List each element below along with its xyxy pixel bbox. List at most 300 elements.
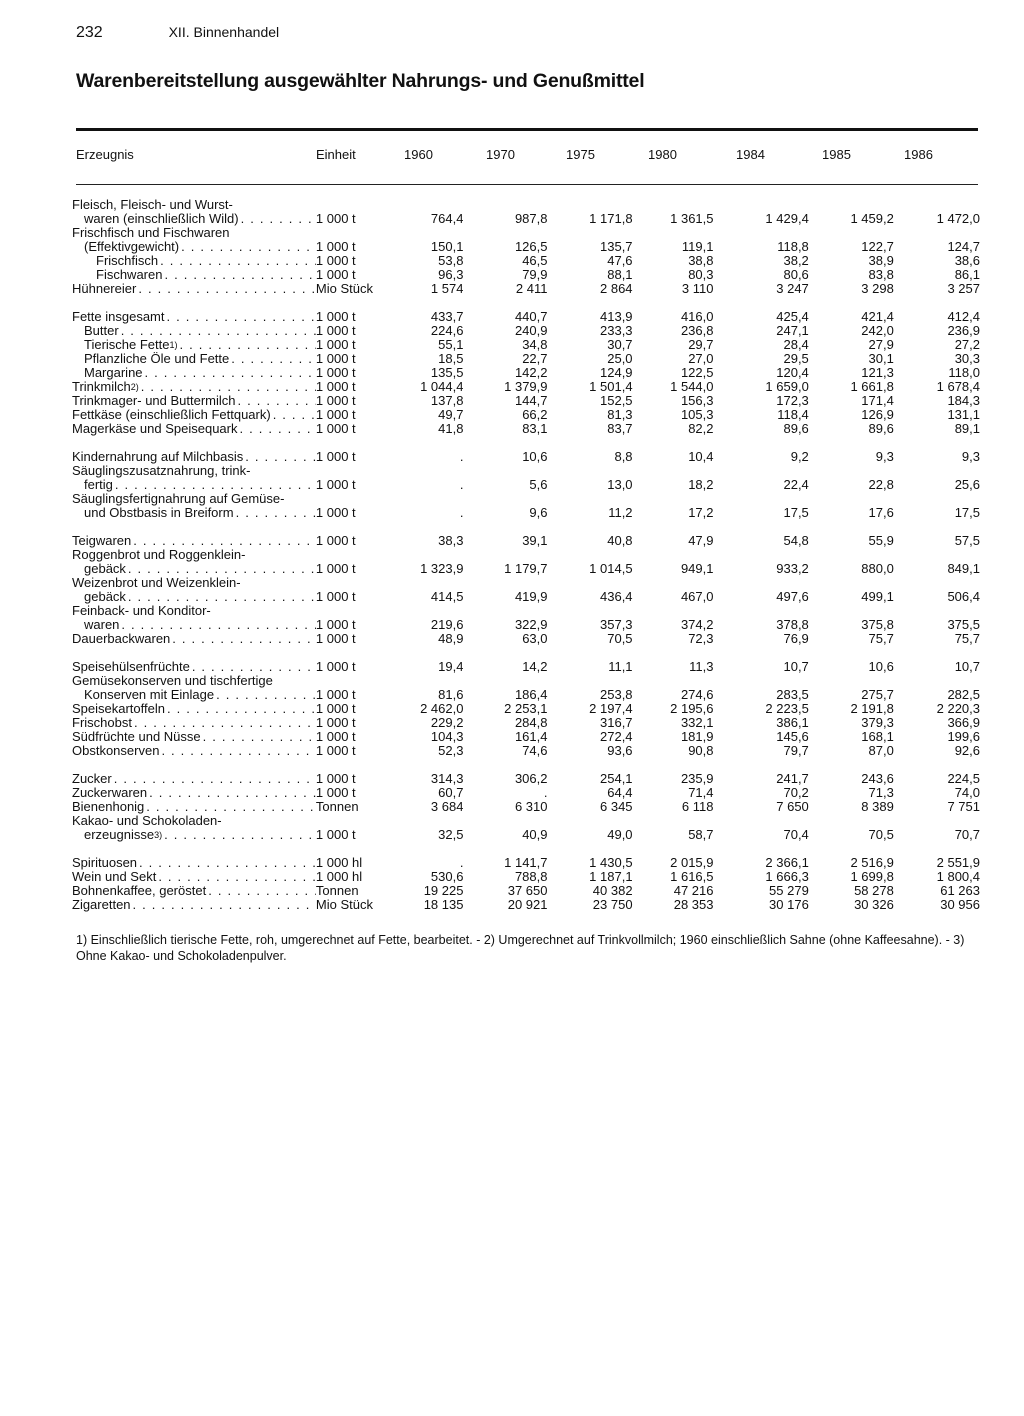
value-cell-1975: 6 345 (600, 800, 633, 814)
table-row (72, 338, 980, 352)
col-header-unit: Einheit (316, 147, 356, 162)
value-cell-1984 (714, 814, 809, 828)
dot-leader (201, 730, 316, 744)
value-cell-1986: 199,6 (947, 730, 980, 744)
value-cell-1975: 40,8 (607, 534, 633, 548)
value-cell-1960: . (459, 478, 464, 492)
value-cell-1984: 172,3 (776, 394, 809, 408)
value-cell-1984: 54,8 (783, 534, 809, 548)
value-cell-1985 (809, 548, 894, 562)
value-cell-1984: 1 666,3 (765, 870, 809, 884)
value-cell-1975: 11,2 (608, 506, 633, 520)
dot-leader (136, 282, 316, 296)
unit-cell: 1 000 t (315, 254, 356, 268)
value-cell-1970: 34,8 (522, 338, 548, 352)
col-header-1975: 1975 (566, 147, 595, 162)
value-cell-1980 (633, 492, 714, 506)
value-cell-1975: 11,1 (608, 660, 633, 674)
product-cell (72, 716, 316, 730)
value-cell-1970 (463, 604, 547, 618)
unit-cell: 1 000 t (315, 562, 356, 576)
table-row (72, 576, 980, 590)
value-cell-1960: 104,3 (430, 730, 464, 744)
value-cell-1985: 71,3 (868, 786, 894, 800)
value-cell-1980 (633, 576, 714, 590)
value-cell-1986: 236,9 (947, 324, 980, 338)
unit-cell (316, 492, 408, 506)
group-spacer (72, 296, 980, 310)
value-cell-1975: 272,4 (600, 730, 633, 744)
table-row (72, 324, 980, 338)
value-cell-1985: 242,0 (861, 324, 894, 338)
value-cell-1985: 126,9 (861, 408, 894, 422)
value-cell-1980: 47 216 (673, 884, 714, 898)
unit-cell: 1 000 t (315, 366, 356, 380)
value-cell-1986: 74,0 (954, 786, 980, 800)
value-cell-1980: 72,3 (688, 632, 714, 646)
value-cell-1970: 1 379,9 (504, 380, 548, 394)
value-cell-1970: 2 253,1 (504, 702, 548, 716)
product-cell (72, 548, 316, 562)
value-cell-1960 (408, 814, 463, 828)
value-cell-1970 (463, 226, 547, 240)
value-cell-1970: 2 411 (515, 282, 548, 296)
group-spacer (72, 758, 980, 772)
dot-leader (158, 254, 316, 268)
value-cell-1985: 375,8 (861, 618, 894, 632)
value-cell-1975 (548, 198, 633, 212)
product-cell (72, 450, 316, 464)
table-row (72, 478, 980, 492)
value-cell-1960: 41,8 (438, 422, 464, 436)
col-header-1980: 1980 (648, 147, 677, 162)
unit-cell: 1 000 t (315, 240, 356, 254)
value-cell-1985: 75,7 (868, 632, 894, 646)
unit-cell: 1 000 t (315, 688, 356, 702)
product-cell (72, 814, 316, 828)
product-cell (72, 478, 316, 492)
value-cell-1975: 1 187,1 (589, 870, 633, 884)
dot-leader (206, 884, 316, 898)
dot-leader (214, 688, 316, 702)
value-cell-1960: 530,6 (430, 870, 464, 884)
value-cell-1985 (809, 226, 894, 240)
value-cell-1960 (408, 492, 463, 506)
value-cell-1986: 124,7 (947, 240, 980, 254)
value-cell-1985 (809, 604, 894, 618)
col-header-1985: 1985 (822, 147, 851, 162)
value-cell-1970: 987,8 (514, 212, 548, 226)
table-row (72, 800, 980, 814)
product-label: und Obstbasis in Breiform (84, 506, 234, 520)
value-cell-1980 (633, 464, 714, 478)
value-cell-1960: 1 044,4 (420, 380, 464, 394)
table-row (72, 506, 980, 520)
value-cell-1970 (463, 548, 547, 562)
table-row (72, 674, 980, 688)
unit-cell (316, 814, 408, 828)
product-cell (72, 632, 316, 646)
unit-cell: 1 000 t (315, 632, 356, 646)
group-spacer (72, 646, 980, 660)
value-cell-1985: 70,5 (868, 828, 894, 842)
unit-cell: 1 000 t (315, 534, 356, 548)
table-row (72, 254, 980, 268)
value-cell-1986: 366,9 (947, 716, 980, 730)
value-cell-1960: 32,5 (438, 828, 464, 842)
dot-leader (144, 800, 316, 814)
value-cell-1985: 55,9 (868, 534, 894, 548)
value-cell-1985 (809, 464, 894, 478)
value-cell-1984: 38,2 (783, 254, 809, 268)
value-cell-1970: 83,1 (522, 422, 548, 436)
table-row (72, 562, 980, 576)
value-cell-1975: 40 382 (592, 884, 633, 898)
value-cell-1985: 2 516,9 (850, 856, 894, 870)
product-cell (72, 688, 316, 702)
product-label: Säuglingsfertignahrung auf Gemüse- (72, 492, 285, 506)
value-cell-1985: 87,0 (868, 744, 894, 758)
product-label: Südfrüchte und Nüsse (72, 730, 201, 744)
product-cell (72, 240, 316, 254)
table-row (72, 898, 980, 912)
value-cell-1980: 467,0 (680, 590, 714, 604)
value-cell-1980: 122,5 (680, 366, 714, 380)
value-cell-1975: 436,4 (600, 590, 633, 604)
value-cell-1970: 10,6 (522, 450, 548, 464)
value-cell-1970: 9,6 (529, 506, 548, 520)
product-cell (72, 380, 316, 394)
value-cell-1960: 764,4 (430, 212, 464, 226)
value-cell-1975: 70,5 (607, 632, 633, 646)
product-cell (72, 786, 316, 800)
product-label: Speisehülsenfrüchte (72, 660, 190, 674)
value-cell-1970: 6 310 (514, 800, 548, 814)
value-cell-1975: 83,7 (607, 422, 633, 436)
product-cell (72, 422, 316, 436)
group-spacer (72, 842, 980, 856)
table-title: Warenbereitstellung ausgewählter Nahrungs- und Genußmittel (76, 70, 645, 92)
value-cell-1984: 118,8 (777, 240, 809, 254)
value-cell-1975 (548, 604, 633, 618)
value-cell-1960 (408, 604, 463, 618)
value-cell-1984: 497,6 (776, 590, 809, 604)
value-cell-1975: 23 750 (592, 898, 633, 912)
value-cell-1975: 135,7 (600, 240, 633, 254)
unit-cell: 1 000 t (315, 450, 356, 464)
product-label: Fischwaren (96, 268, 163, 282)
value-cell-1975: 47,6 (607, 254, 633, 268)
value-cell-1980: 181,9 (680, 730, 714, 744)
value-cell-1975: 152,5 (600, 394, 633, 408)
value-cell-1975 (548, 492, 633, 506)
value-cell-1984: 386,1 (776, 716, 809, 730)
unit-cell: 1 000 t (315, 618, 356, 632)
product-label: Fleisch, Fleisch- und Wurst- (72, 198, 233, 212)
dot-leader (170, 632, 316, 646)
value-cell-1985: 243,6 (861, 772, 894, 786)
value-cell-1980: 27,0 (688, 352, 714, 366)
product-cell (72, 324, 316, 338)
unit-cell (316, 548, 408, 562)
value-cell-1960 (408, 576, 463, 590)
value-cell-1975: 253,8 (600, 688, 633, 702)
value-cell-1970: 5,6 (529, 478, 548, 492)
product-label: Frischfisch (96, 254, 159, 268)
value-cell-1975: 2 864 (600, 282, 633, 296)
value-cell-1984: 283,5 (776, 688, 809, 702)
value-cell-1975: 64,4 (607, 786, 633, 800)
dot-leader (229, 352, 316, 366)
unit-cell (316, 674, 408, 688)
col-header-1986: 1986 (904, 147, 933, 162)
value-cell-1980: 1 616,5 (670, 870, 714, 884)
top-rule (76, 128, 978, 131)
value-cell-1984 (714, 604, 809, 618)
value-cell-1986: 30,3 (954, 352, 980, 366)
dot-leader (162, 268, 315, 282)
unit-cell: Tonnen (315, 884, 359, 898)
dot-leader (147, 786, 316, 800)
value-cell-1985 (809, 674, 894, 688)
value-cell-1985: 27,9 (868, 338, 894, 352)
value-cell-1984 (714, 548, 809, 562)
table-row (72, 856, 980, 870)
product-label: Margarine (84, 366, 143, 380)
value-cell-1985: 38,9 (868, 254, 894, 268)
dot-leader (113, 478, 316, 492)
dot-leader (119, 324, 316, 338)
value-cell-1970: 284,8 (514, 716, 548, 730)
value-cell-1985: 58 278 (854, 884, 894, 898)
value-cell-1975: 1 171,8 (589, 212, 633, 226)
value-cell-1985: 880,0 (861, 562, 894, 576)
unit-cell: 1 000 t (315, 716, 356, 730)
unit-cell: 1 000 t (315, 408, 356, 422)
col-header-1970: 1970 (486, 147, 515, 162)
group-spacer (72, 436, 980, 450)
value-cell-1960: 224,6 (430, 324, 464, 338)
product-cell (72, 674, 316, 688)
value-cell-1960: . (459, 506, 464, 520)
value-cell-1975: 1 430,5 (589, 856, 633, 870)
value-cell-1986: 27,2 (954, 338, 980, 352)
value-cell-1980: 374,2 (680, 618, 714, 632)
value-cell-1985: 22,8 (868, 478, 894, 492)
unit-cell: 1 000 t (315, 786, 356, 800)
value-cell-1984: 7 650 (776, 800, 809, 814)
value-cell-1970: 66,2 (522, 408, 548, 422)
product-label: Konserven mit Einlage (84, 688, 215, 702)
value-cell-1986: 9,3 (961, 450, 980, 464)
product-cell (72, 254, 316, 268)
product-label: waren (einschließlich Wild) (84, 212, 239, 226)
value-cell-1975 (548, 548, 633, 562)
product-label: Frischfisch und Fischwaren (72, 226, 230, 240)
value-cell-1986: 57,5 (954, 534, 980, 548)
value-cell-1960: 3 684 (430, 800, 464, 814)
dot-leader (271, 408, 316, 422)
value-cell-1960: 1 323,9 (420, 562, 464, 576)
value-cell-1986: 282,5 (947, 688, 980, 702)
value-cell-1970 (463, 814, 547, 828)
table-row (72, 618, 980, 632)
value-cell-1960: 433,7 (430, 310, 464, 324)
value-cell-1984: 120,4 (776, 366, 809, 380)
table-row (72, 534, 980, 548)
value-cell-1975: 254,1 (600, 772, 633, 786)
unit-cell: Tonnen (315, 800, 359, 814)
col-header-1960: 1960 (404, 147, 433, 162)
value-cell-1980: 17,2 (688, 506, 714, 520)
unit-cell: 1 000 t (315, 506, 356, 520)
product-cell (72, 268, 316, 282)
value-cell-1986 (894, 226, 980, 240)
value-cell-1986: 89,1 (954, 422, 980, 436)
value-cell-1984: 30 176 (769, 898, 809, 912)
value-cell-1985: 9,3 (875, 450, 894, 464)
value-cell-1985 (809, 814, 894, 828)
table-row (72, 604, 980, 618)
product-cell (72, 408, 316, 422)
product-label: waren (84, 618, 120, 632)
value-cell-1980: 90,8 (688, 744, 714, 758)
value-cell-1960: 414,5 (430, 590, 464, 604)
value-cell-1986: 75,7 (954, 632, 980, 646)
value-cell-1980: 1 361,5 (670, 212, 714, 226)
value-cell-1975 (548, 226, 633, 240)
value-cell-1975 (548, 674, 633, 688)
value-cell-1984: 70,2 (783, 786, 809, 800)
value-cell-1984: 933,2 (776, 562, 809, 576)
value-cell-1986: 10,7 (954, 660, 980, 674)
value-cell-1970: 419,9 (514, 590, 548, 604)
value-cell-1986: 224,5 (947, 772, 980, 786)
product-label: Tierische Fette (84, 338, 170, 352)
value-cell-1975: 93,6 (607, 744, 633, 758)
dot-leader (165, 310, 316, 324)
value-cell-1986: 86,1 (954, 268, 980, 282)
value-cell-1980: 38,8 (688, 254, 714, 268)
value-cell-1970: 22,7 (522, 352, 548, 366)
product-cell (72, 338, 316, 352)
table-row (72, 464, 980, 478)
value-cell-1960: . (459, 450, 464, 464)
value-cell-1970: 142,2 (514, 366, 548, 380)
product-label: Bohnenkaffee, geröstet (72, 884, 207, 898)
dot-leader (126, 562, 316, 576)
unit-cell: 1 000 t (315, 730, 356, 744)
value-cell-1975: 1 014,5 (589, 562, 633, 576)
product-label: Spirituosen (72, 856, 138, 870)
dot-leader (159, 744, 315, 758)
value-cell-1980: 11,3 (689, 660, 714, 674)
unit-cell: 1 000 t (315, 478, 356, 492)
value-cell-1970: . (543, 786, 548, 800)
value-cell-1986: 25,6 (954, 478, 980, 492)
product-label: Gemüsekonserven und tischfertige (72, 674, 273, 688)
unit-cell: 1 000 t (315, 590, 356, 604)
product-label: Weizenbrot und Weizenklein- (72, 576, 241, 590)
value-cell-1960: 18 135 (423, 898, 464, 912)
value-cell-1984: 9,2 (790, 450, 809, 464)
col-header-product: Erzeugnis (76, 147, 134, 162)
dot-leader (236, 394, 316, 408)
product-label: Bienenhonig (72, 800, 145, 814)
unit-cell: 1 000 t (315, 394, 356, 408)
value-cell-1960: 48,9 (438, 632, 464, 646)
value-cell-1986: 131,1 (947, 408, 980, 422)
value-cell-1970: 14,2 (522, 660, 548, 674)
value-cell-1980: 29,7 (688, 338, 714, 352)
dot-leader (156, 870, 316, 884)
value-cell-1984: 79,7 (783, 744, 809, 758)
value-cell-1975: 30,7 (607, 338, 633, 352)
unit-cell: 1 000 t (315, 660, 356, 674)
unit-cell: 1 000 t (315, 352, 356, 366)
table-row (72, 870, 980, 884)
value-cell-1980: 10,4 (688, 450, 714, 464)
value-cell-1970: 39,1 (522, 534, 548, 548)
section-title: XII. Binnenhandel (168, 24, 280, 40)
value-cell-1980: 18,2 (688, 478, 714, 492)
value-cell-1984: 118,4 (777, 408, 809, 422)
value-cell-1986: 61 263 (940, 884, 980, 898)
product-cell (72, 884, 316, 898)
product-cell (72, 394, 316, 408)
value-cell-1984: 70,4 (783, 828, 809, 842)
product-label: Teigwaren (72, 534, 132, 548)
table-row (72, 660, 980, 674)
value-cell-1984 (714, 576, 809, 590)
value-cell-1984 (714, 226, 809, 240)
unit-cell: Mio Stück (315, 898, 373, 912)
value-cell-1970: 306,2 (514, 772, 548, 786)
value-cell-1985: 421,4 (861, 310, 894, 324)
value-cell-1960: 60,7 (438, 786, 464, 800)
value-cell-1975 (548, 576, 633, 590)
product-cell (72, 590, 316, 604)
dot-leader (238, 422, 316, 436)
value-cell-1980: 236,8 (680, 324, 714, 338)
table-row (72, 772, 980, 786)
product-label: Hühnereier (72, 282, 137, 296)
dot-leader (162, 828, 316, 842)
value-cell-1970: 186,4 (514, 688, 548, 702)
value-cell-1986 (894, 576, 980, 590)
table-row (72, 632, 980, 646)
value-cell-1980: 28 353 (673, 898, 714, 912)
table-row (72, 590, 980, 604)
product-cell (72, 562, 316, 576)
value-cell-1975: 413,9 (600, 310, 633, 324)
value-cell-1975: 88,1 (607, 268, 633, 282)
value-cell-1975: 25,0 (607, 352, 633, 366)
page-header (76, 24, 279, 42)
value-cell-1984 (714, 198, 809, 212)
table-row (72, 380, 980, 394)
product-cell (72, 828, 316, 842)
table-row (72, 422, 980, 436)
dot-leader (178, 338, 316, 352)
product-cell (72, 506, 316, 520)
unit-cell: 1 000 t (315, 828, 356, 842)
footnote-marker: 1) (169, 340, 178, 350)
value-cell-1986: 375,5 (947, 618, 980, 632)
unit-cell: Mio Stück (315, 282, 373, 296)
product-cell (72, 800, 316, 814)
dot-leader (131, 534, 316, 548)
